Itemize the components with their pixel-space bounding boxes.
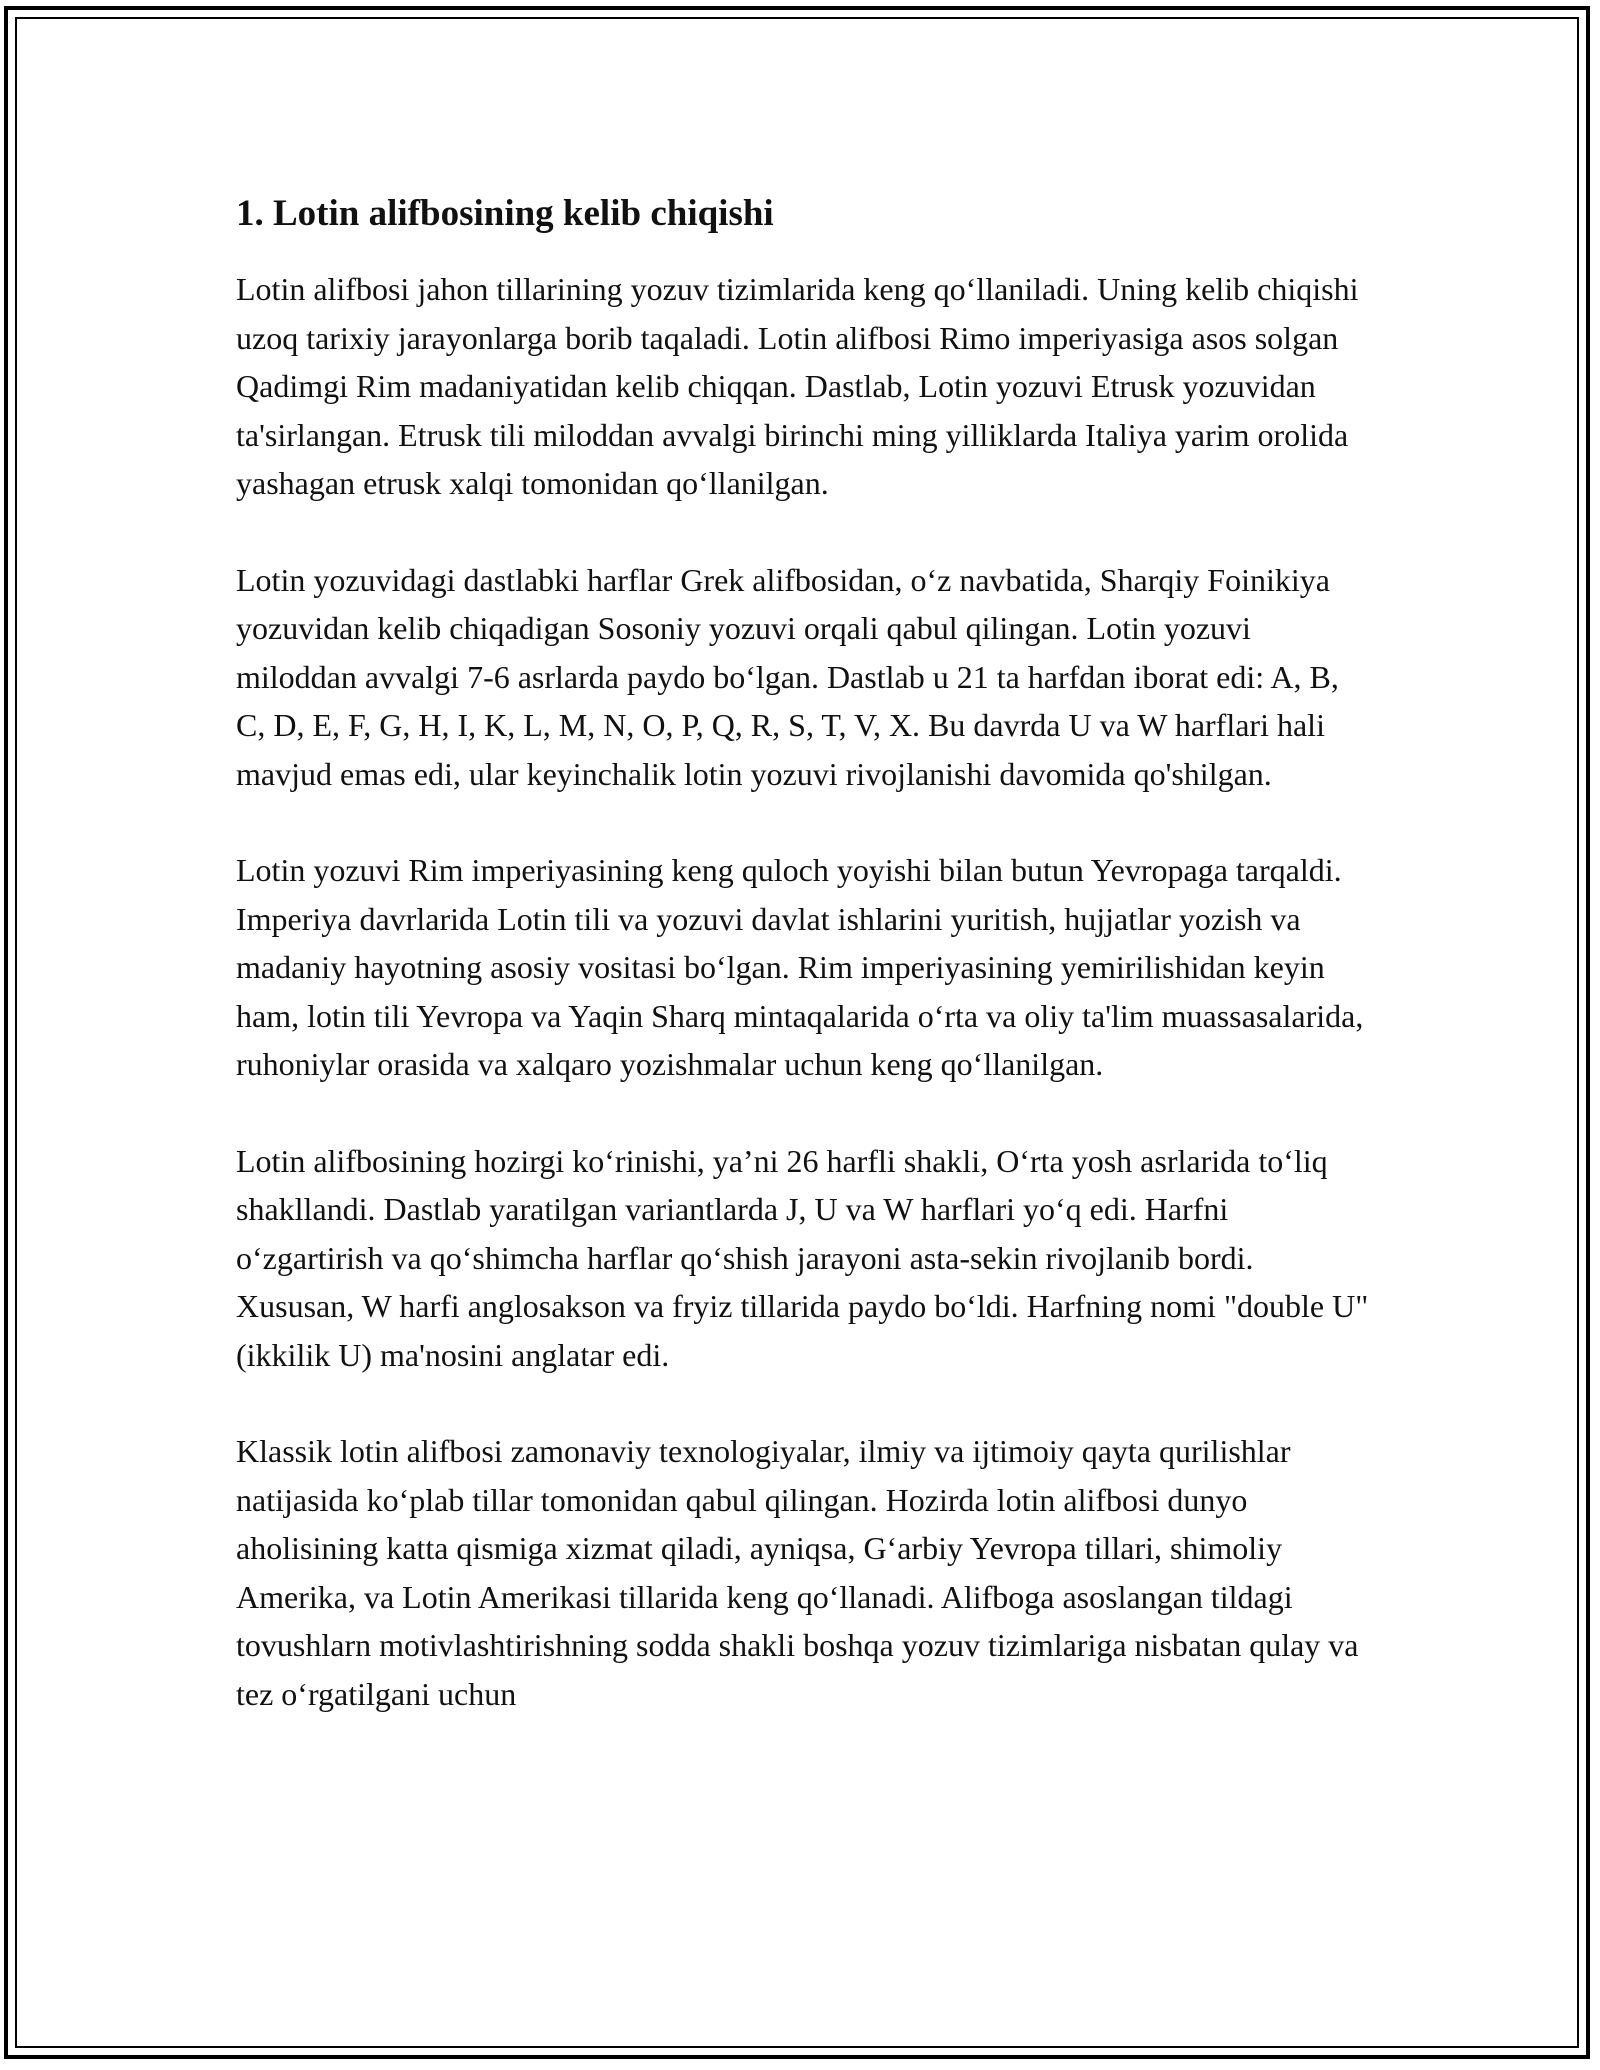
document-body — [236, 185, 1376, 1718]
section-heading: 1. Lotin alifbosining kelib chiqishi — [236, 193, 774, 234]
paragraph-early-letters: Lotin yozuvidagi dastlabki harflar Grek alifbosidan, o‘z navbatida, Sharqiy Foinikiya yozuvidan kelib chiqadigan Sosoniy yozuvi orqali qabul qilingan. Lotin yozuvi miloddan avvalgi 7-6 asrlarda paydo bo‘lgan. Dastlab u 21 ta harfdan iborat edi: A, B, C, D, E, F, G, H, I, K, L, M, N, O, P, Q, R, S, T, V, X. Bu davrda U va W harflari hali mavjud emas edi, ular keyinchalik lotin yozuvi rivojlanishi davomida qo'shilgan. — [236, 561, 1339, 792]
paragraph-origin: Lotin alifbosi jahon tillarining yozuv tizimlarida keng qo‘llaniladi. Uning kelib chiqishi uzoq tarixiy jarayonlarga borib taqaladi. Lotin alifbosi Rimo imperiyasiga asos solgan Qadimgi Rim madaniyatidan kelib chiqqan. Dastlab, Lotin yozuvi Etrusk yozuvidan ta'sirlangan. Etrusk tili miloddan avvalgi birinchi ming yilliklarda Italiya yarim orolida yashagan etrusk xalqi tomonidan qo‘llanilgan. — [236, 271, 1359, 501]
paragraph-modern-form: Lotin alifbosining hozirgi ko‘rinishi, ya’ni 26 harfli shakli, O‘rta yosh asrlarida to‘liq shakllandi. Dastlab yaratilgan variantlarda J, U va W harflari yo‘q edi. Harfni o‘zgartirish va qo‘shimcha harflar qo‘shish jarayoni asta-sekin rivojlanib bordi. Xususan, W harfi anglosakson va fryiz tillarida paydo bo‘ldi. Harfning nomi "double U" (ikkilik U) ma'nosini anglatar edi. — [236, 1142, 1369, 1373]
paragraph-spread-europe: Lotin yozuvi Rim imperiyasining keng quloch yoyishi bilan butun Yevropaga tarqaldi. Imperiya davrlarida Lotin tili va yozuvi davlat ishlarini yuritish, hujjatlar yozish va madaniy hayotning asosiy vositasi bo‘lgan. Rim imperiyasining yemirilishidan keyin ham, lotin tili Yevropa va Yaqin Sharq mintaqalarida o‘rta va oliy ta'lim muassasalarida, ruhoniylar orasida va xalqaro yozishmalar uchun keng qo‘llanilgan. — [236, 852, 1364, 1082]
paragraph-adoption: Klassik lotin alifbosi zamonaviy texnologiyalar, ilmiy va ijtimoiy qayta qurilishlar natijasida ko‘plab tillar tomonidan qabul qilingan. Hozirda lotin alifbosi dunyo aholisining katta qismiga xizmat qiladi, ayniqsa, G‘arbiy Yevropa tillari, shimoliy Amerika, va Lotin Amerikasi tillarida keng qo‘llanadi. Alifboga asoslangan tildagi tovushlarn motivlashtirishning sodda shakli boshqa yozuv tizimlariga nisbatan qulay va tez o‘rgatilgani uchun — [236, 1433, 1359, 1712]
